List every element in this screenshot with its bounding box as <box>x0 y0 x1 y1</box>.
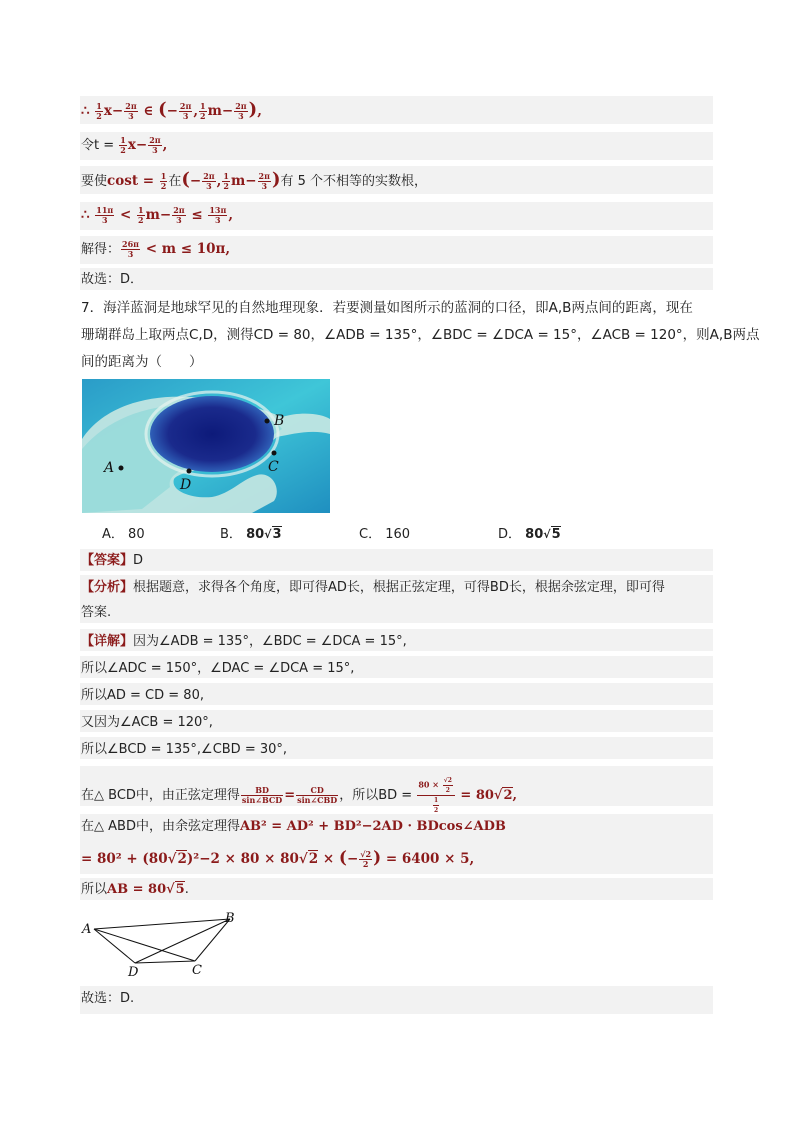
segment-ac <box>94 929 195 961</box>
answer-tag: 【答案】 <box>81 553 134 568</box>
let-t-prefix: 令t = <box>81 138 119 153</box>
point-c-label: C <box>268 459 279 475</box>
option-c[interactable] <box>359 523 410 542</box>
answer-value: D <box>133 553 144 568</box>
segment-ab <box>94 919 230 929</box>
frac2-den: sin∠CBD <box>297 795 338 805</box>
blue-hole-photo-svg <box>82 379 330 513</box>
detail-line-1 <box>81 633 713 651</box>
detail-choice: 故选：D. <box>81 991 135 1006</box>
sine-law-prefix: 在△ BCD中，由正弦定理得 <box>81 788 240 803</box>
option-a-letter: A． <box>102 527 124 542</box>
option-c-value: 160 <box>385 527 411 542</box>
detail-line-3: 所以AD = CD = 80, <box>81 688 204 703</box>
diagram-label-d: D <box>128 965 139 979</box>
option-d[interactable]: D． 80√5 <box>498 527 561 542</box>
solution-line-2: 令t = $\frac{1}{2}$ x− $\frac{2\pi}{3}$ , <box>81 135 168 155</box>
point-b-dot <box>265 419 270 424</box>
point-d-label: D <box>180 477 192 493</box>
detail-text-1: 因为∠ADB = 135°，∠BDC = ∠DCA = 15°, <box>133 634 407 649</box>
point-c-dot <box>272 451 277 456</box>
detail-line-7: 在△ ABD中，由余弦定理得AB² = AD² + BD²−2AD · BDcos∠ADB <box>81 819 506 834</box>
detail-tag: 【详解】 <box>81 634 134 649</box>
roots-suffix: 有 5 个不相等的实数根， <box>280 174 428 189</box>
segment-ad <box>94 929 135 963</box>
option-a-value: 80 <box>128 527 145 542</box>
solution-choice: 故选：D． <box>81 272 144 287</box>
diagram-label-a: A <box>82 922 92 937</box>
option-a[interactable] <box>102 523 145 542</box>
solution-line-3: 要使cost = $\frac{1}{2}$ 在(− $\frac{2\pi}{3}$ , $\frac{1}{2}$ m− $\frac{2\pi}{3}$ )有 5 个不相等的实数根， <box>81 169 428 191</box>
point-a-dot <box>119 466 124 471</box>
option-b[interactable]: B． 80√3 <box>220 527 282 542</box>
sine-law-mid: ，所以BD = <box>339 788 413 803</box>
option-c-letter: C． <box>359 527 382 542</box>
diagram-label-c: C <box>192 963 202 978</box>
question-line-1 <box>81 299 713 317</box>
question-line-2: 珊瑚群岛上取两点C,D，测得CD = 80，∠ADB = 135°，∠BDC = ∠DCA = 15°，∠ACB = 120°，则A,B两点 <box>81 327 760 343</box>
analysis-tag: 【分析】 <box>81 580 134 595</box>
analysis-text-1: 根据题意，求得各个角度，即可得AD长，根据正弦定理，可得BD长，根据余弦定理，即可得 <box>133 580 665 595</box>
frac1-num: BD <box>241 786 283 796</box>
option-d-letter: D． <box>498 527 522 542</box>
require-prefix: 要使 <box>81 174 108 189</box>
detail-line-6: 在△ BCD中，由正弦定理得 $\frac{BD}{\text{sin∠BCD}}$ = $\frac{CD}{\text{sin∠CBD}}$ ，所以BD = 80 × $\frac{√2}{2}$ $\frac{1}{2}$ = 80√2, <box>81 777 518 814</box>
frac2-num: CD <box>296 786 338 796</box>
option-b-letter: B． <box>220 527 242 542</box>
solution-line-4: ∴ $\frac{11\pi}{3}$ < $\frac{1}{2}$ m− $\frac{2\pi}{3}$ ≤ $\frac{13\pi}{3}$ , <box>81 205 234 225</box>
analysis-line-1 <box>81 579 713 597</box>
detail-line-9: 所以AB = 80√5. <box>81 882 189 897</box>
detail-line-8: = 80² + (80√2)²−2 × 80 × 80√2 × (− $\frac{√2}{2}$ ) = 6400 × 5, <box>81 848 475 869</box>
question-text-1: 海洋蓝洞是地球罕见的自然地理现象．若要测量如图所示的蓝洞的口径，即A,B两点间的距离，现在 <box>103 300 693 316</box>
solution-line-1: ∴ $\frac{1}{2}$ x− $\frac{2\pi}{3}$ ∈ (− $\frac{2\pi}{3}$ , $\frac{1}{2}$ m− $\frac{2\pi}{3}$ ), <box>81 99 262 121</box>
detail-line-2: 所以∠ADC = 150°，∠DAC = ∠DCA = 15°, <box>81 661 355 676</box>
segment-dc <box>135 961 195 963</box>
segment-db <box>135 919 230 963</box>
question-line-3: 间的距离为（ ） <box>81 354 203 370</box>
solve-prefix: 解得： <box>81 242 121 257</box>
point-a-label: A <box>104 460 115 476</box>
blue-hole-photo <box>82 379 330 513</box>
frac1-den: sin∠BCD <box>241 795 283 805</box>
question-number: 7． <box>81 300 104 316</box>
detail-line-5: 所以∠BCD = 135°,∠CBD = 30°, <box>81 742 288 757</box>
solution-line-5: 解得： $\frac{26\pi}{3}$ < m ≤ 10π, <box>81 239 231 259</box>
analysis-line-2: 答案. <box>81 605 112 620</box>
answer-line <box>81 552 713 570</box>
point-d-dot <box>187 469 192 474</box>
diagram-label-b: B <box>225 911 235 926</box>
point-b-label: B <box>274 413 285 429</box>
detail-line-4: 又因为∠ACB = 120°, <box>81 715 213 730</box>
triangle-diagram-svg <box>80 911 235 979</box>
triangle-diagram <box>80 911 235 979</box>
